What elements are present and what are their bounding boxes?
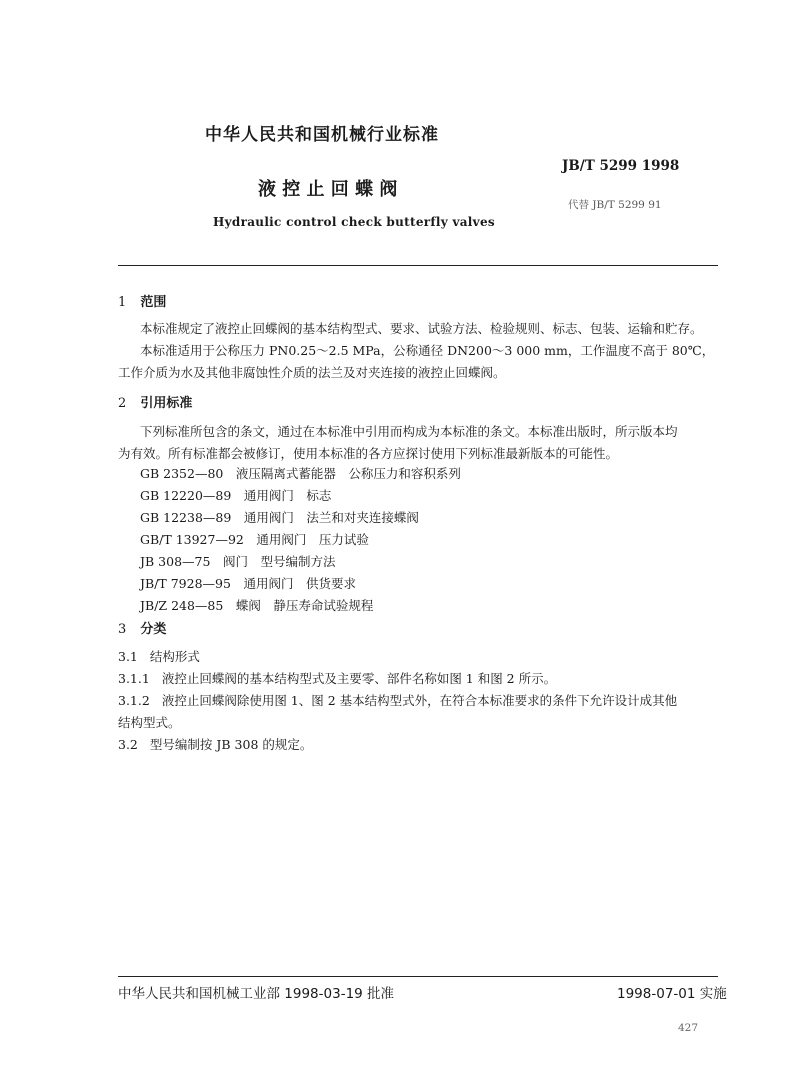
document-title-cn: 液 控 止 回 蝶 阀	[258, 179, 398, 200]
normative-intro-2: 为有效。所有标准都会被修订，使用本标准的各方应探讨使用下列标准最新版本的可能性。	[118, 446, 619, 461]
subsection-3-1: 3.1 结构形式	[118, 649, 200, 664]
reference-item: JB/Z 248—85 蝶阀 静压寿命试验规程	[140, 598, 374, 613]
section-3-body	[118, 646, 718, 756]
reference-item: GB 2352—80 液压隔离式蓄能器 公称压力和容积系列	[140, 466, 461, 481]
section-2-paragraph	[118, 421, 718, 465]
reference-item: JB 308—75 阀门 型号编制方法	[140, 554, 336, 569]
subsection-3-1-2: 3.1.2 液控止回蝶阀除使用图 1、图 2 基本结构型式外，在符合本标准要求的条件下允许设计成其他	[118, 693, 678, 708]
reference-item: GB 12220—89 通用阀门 标志	[140, 488, 332, 503]
section-title: 范围	[140, 295, 167, 310]
approval-line: 中华人民共和国机械工业部 1998-03-19 批准	[118, 986, 395, 1002]
section-number: 2	[118, 396, 127, 411]
replaces-standard: 代替 JB/T 5299 91	[568, 199, 662, 211]
section-3-heading	[118, 618, 166, 637]
footer-rule	[118, 976, 718, 977]
section-2-heading	[118, 392, 192, 411]
subsection-3-1-2-cont: 结构型式。	[118, 715, 181, 730]
section-1-heading	[118, 291, 166, 310]
org-title: 中华人民共和国机械行业标准	[205, 125, 439, 145]
reference-item: GB 12238—89 通用阀门 法兰和对夹连接蝶阀	[140, 510, 419, 525]
reference-list	[140, 463, 461, 617]
normative-intro-1: 下列标准所包含的条文，通过在本标准中引用而构成为本标准的条文。本标准出版时，所示版本均	[140, 424, 678, 439]
subsection-3-2: 3.2 型号编制按 JB 308 的规定。	[118, 737, 313, 752]
reference-item: GB/T 13927—92 通用阀门 压力试验	[140, 532, 369, 547]
effective-date: 1998-07-01 实施	[617, 986, 727, 1002]
section-title: 分类	[140, 622, 167, 637]
reference-item: JB/T 7928—95 通用阀门 供货要求	[140, 576, 356, 591]
document-title-en: Hydraulic control check butterfly valves	[213, 215, 495, 229]
section-number: 3	[118, 622, 127, 637]
section-title: 引用标准	[140, 396, 193, 411]
scope-paragraph-2-cont: 工作介质为水及其他非腐蚀性介质的法兰及对夹连接的液控止回蝶阀。	[118, 365, 506, 380]
section-1-paragraph	[118, 318, 718, 384]
header-rule	[118, 265, 718, 266]
scope-paragraph-2: 本标准适用于公称压力 PN0.25～2.5 MPa，公称通径 DN200～3 000 mm，工作温度不高于 80℃，	[140, 343, 715, 358]
standard-number: JB/T 5299 1998	[562, 158, 680, 174]
page-number: 427	[678, 1022, 699, 1034]
subsection-3-1-1: 3.1.1 液控止回蝶阀的基本结构型式及主要零、部件名称如图 1 和图 2 所示。	[118, 671, 557, 686]
scope-paragraph-1: 本标准规定了液控止回蝶阀的基本结构型式、要求、试验方法、检验规则、标志、包装、运输和贮存。	[140, 321, 703, 336]
section-number: 1	[118, 295, 127, 310]
